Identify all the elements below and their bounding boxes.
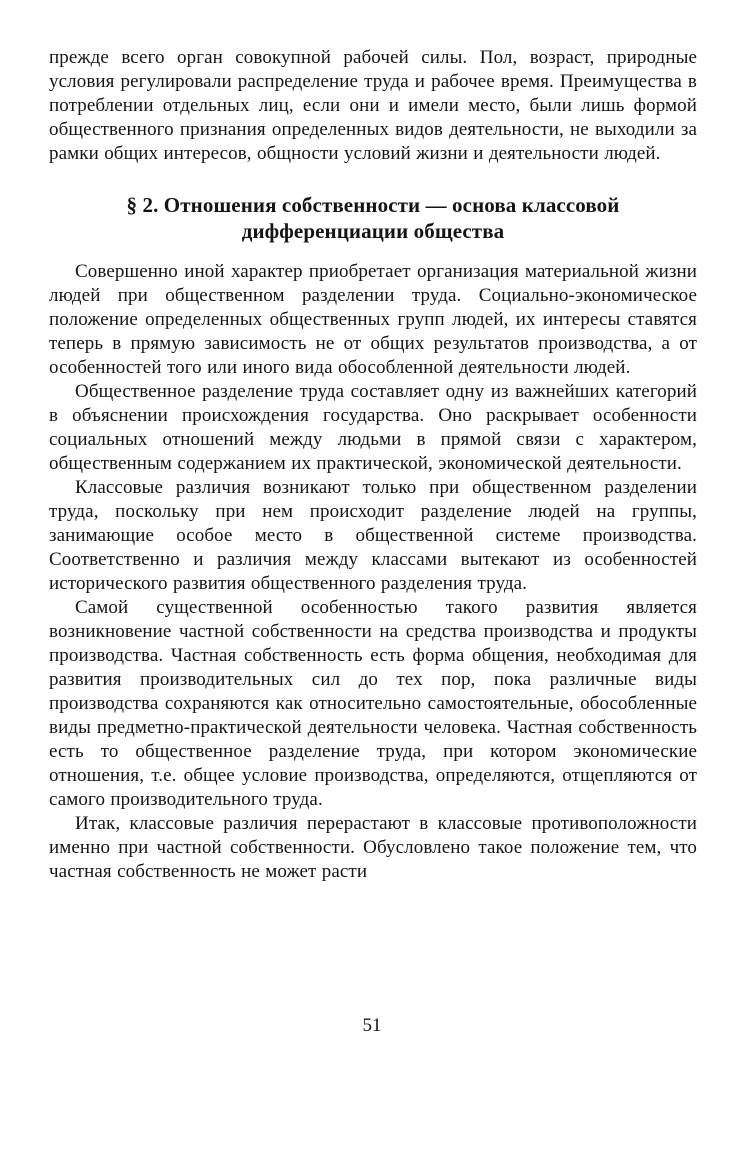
body-paragraph-4: Самой существенной особенностью такого развития является возникновение частной собственности на средства производства и продукты производства. Частная собственность есть форма общения, необходимая для развития производительных сил до тех пор, пока различные виды производства сохраняются как относительно самостоятельные, обособленные виды предметно-практической деятельности человека. Частная собственность есть то общественное разделение труда, при котором экономические отношения, т.е. общее условие производства, определяются, отщепляются от самого производительного труда. [49,597,697,810]
page-number: 51 [362,1015,382,1036]
body-paragraph-2: Общественное разделение труда составляет одну из важнейших категорий в объяснении происхождения государства. Оно раскрывает особенности социальных отношений между людьми в прямой связи с характером, общественным содержанием их практической, экономической деятельности. [49,381,697,474]
continuation-paragraph: прежде всего орган совокупной рабочей силы. Пол, возраст, природные условия регулировали распределение труда и рабочее время. Преимущества в потреблении отдельных лиц, если они и имели место, были лишь формой общественного признания определенных видов деятельности, не выходили за рамки общих интересов, общности условий жизни и деятельности людей. [49,47,697,164]
body-paragraph-1: Совершенно иной характер приобретает организация материальной жизни людей при общественном разделении труда. Социально-экономическое положение определенных общественных групп людей, их интересы ставятся теперь в прямую зависимость не от общих результатов производства, а от особенностей того или иного вида обособленной деятельности людей. [49,261,697,378]
body-paragraph-3: Классовые различия возникают только при общественном разделении труда, поскольку при нем происходит разделение людей на группы, занимающие особое место в общественной системе производства. Соответственно и различия между классами вытекают из особенностей исторического развития общественного разделения труда. [49,477,697,594]
section-heading: § 2. Отношения собственности — основа классовой дифференциации общества [126,193,620,243]
body-paragraph-5: Итак, классовые различия перерастают в классовые противоположности именно при частной собственности. Обусловлено такое положение тем, что частная собственность не может расти [49,813,697,882]
